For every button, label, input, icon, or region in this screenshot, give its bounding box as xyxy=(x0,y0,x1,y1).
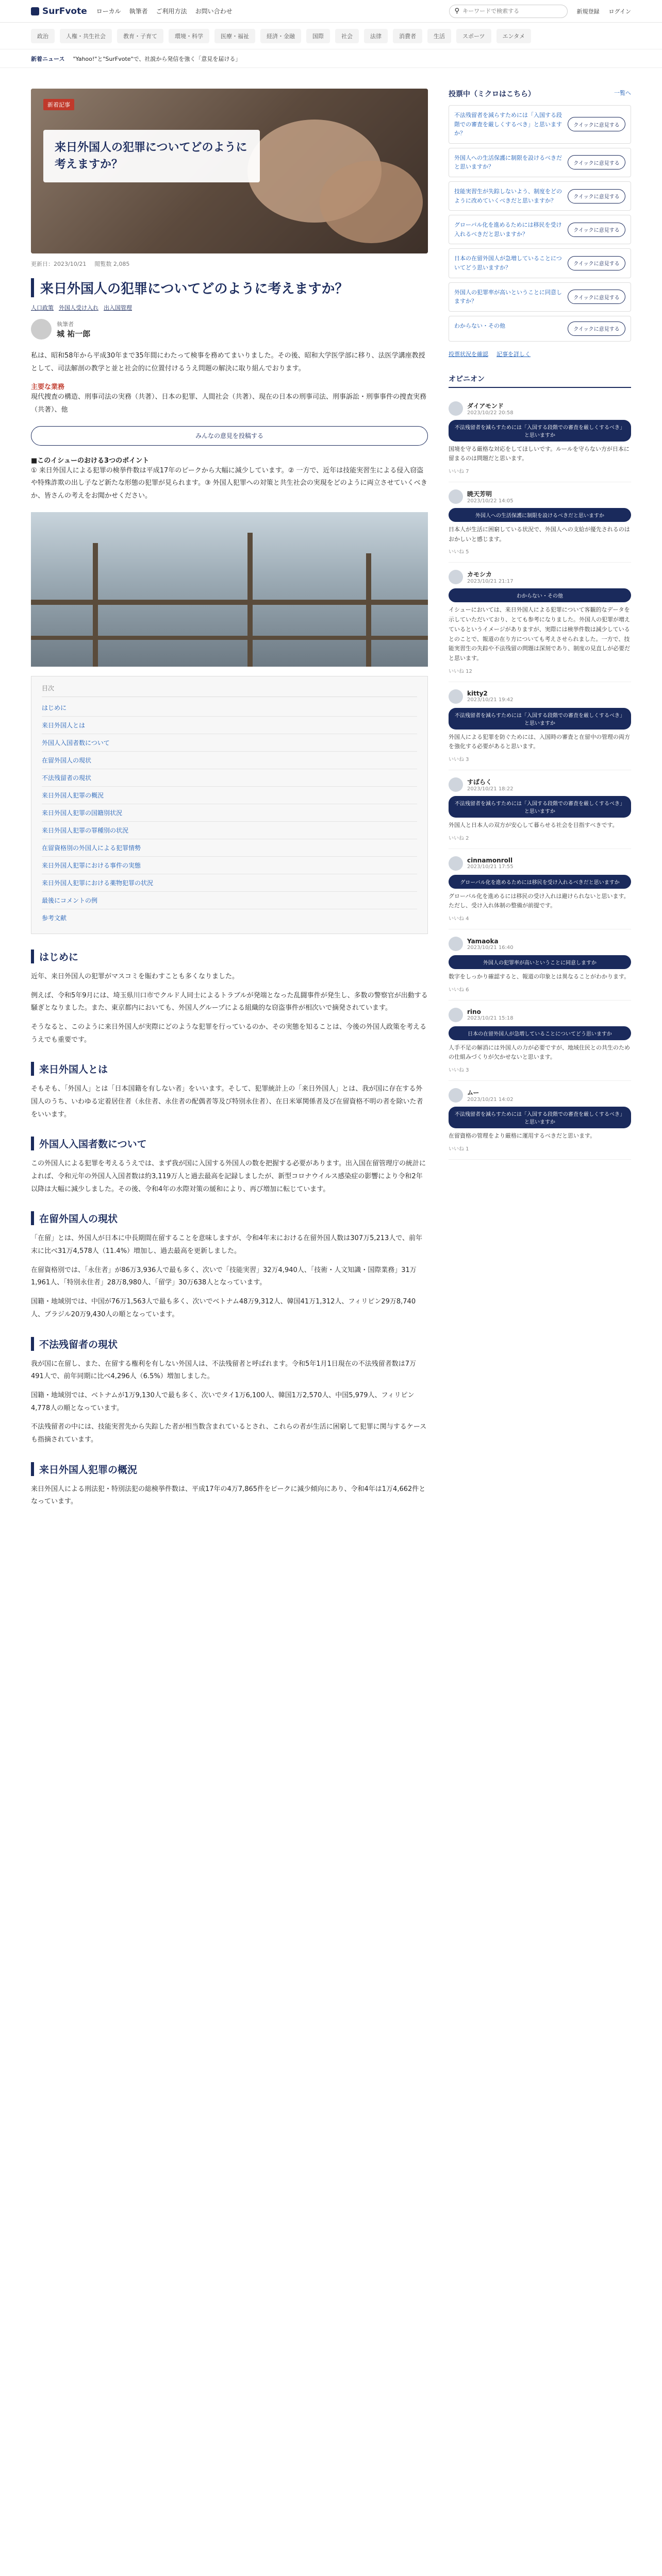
category-item[interactable]: 消費者 xyxy=(393,29,422,43)
question-text[interactable]: 日本の在留外国人が急増していることについてどう思いますか？ xyxy=(454,255,562,271)
news-label: 新着ニュース xyxy=(31,55,65,62)
opinion-card xyxy=(449,482,631,563)
category-item[interactable]: 医療・福祉 xyxy=(214,29,255,43)
search-input[interactable] xyxy=(462,8,555,14)
opinion-question-badge[interactable]: 外国人の犯罪率が高いということに同意しますか xyxy=(449,955,631,969)
opinion-date: 2023/10/21 17:55 xyxy=(467,864,514,870)
question-text[interactable]: 不法残留者を減らすためには「入国する段階での審査を厳しくするべき」と思いますか？ xyxy=(454,112,562,137)
like-button[interactable]: いいね 1 xyxy=(449,1146,469,1152)
paragraph: 国籍・地域別では、中国が76万1,563人で最も多く、次いでベトナム48万9,312人、韓国41万1,312人、フィリピン29万8,740人、ブラジル20万9,430人の順となっています。 xyxy=(31,1298,416,1318)
opinion-card xyxy=(449,563,631,682)
opinion-card xyxy=(449,929,631,1001)
tag-list xyxy=(31,303,428,312)
article-detail-link[interactable]: 記事を詳しく xyxy=(496,350,531,358)
opinion-text: 外国人による犯罪を防ぐためには、入国時の審査と在留中の管理の両方を強化する必要があると思います。 xyxy=(449,733,630,750)
toc-item[interactable]: 来日外国人犯罪における薬物犯罪の状況 xyxy=(42,874,417,892)
author-name: 城 祐一郎 xyxy=(57,329,91,338)
sidebar-links xyxy=(449,350,631,358)
vote-status-link[interactable]: 投票状況を確認 xyxy=(449,350,488,358)
opinion-question-badge[interactable]: 不法残留者を減らすためには「入国する段階での審査を厳しくするべき」と思いますか xyxy=(449,796,631,818)
avatar xyxy=(31,319,52,340)
opinion-date: 2023/10/21 21:17 xyxy=(467,579,514,585)
opinion-question-badge[interactable]: わからない・その他 xyxy=(449,588,631,602)
opinion-question-badge[interactable]: 日本の在留外国人が急増していることについてどう思いますか xyxy=(449,1026,631,1040)
news-text[interactable]: "Yahoo!"と"SurFvote"で、社説から発信を強く「意見を届ける」 xyxy=(73,55,241,62)
logo-text: SurFvote xyxy=(42,6,87,16)
opinion-username: rino xyxy=(467,1008,481,1016)
article-title: 来日外国人の犯罪についてどのように考えますか？ xyxy=(31,278,428,297)
toc-item[interactable]: はじめに xyxy=(42,699,417,717)
questions-title: 投票中（ミクロはこちら） xyxy=(449,90,535,98)
hero-title-box xyxy=(43,130,260,182)
like-button[interactable]: いいね 5 xyxy=(449,549,469,555)
avatar xyxy=(449,401,463,416)
paragraph: そうなると、このように来日外国人が実際にどのような犯罪を行っているのか、その実態を知ることは、今後の外国人政策を考えるうえでも重要です。 xyxy=(31,1023,427,1044)
hero-badge: 新着記事 xyxy=(43,99,74,110)
opinion-username: cinnamonroll xyxy=(467,857,513,865)
opinion-question-badge[interactable]: 外国人への生活保護に制限を設けるべきだと思いますか xyxy=(449,508,631,522)
category-item[interactable]: スポーツ xyxy=(456,29,491,43)
question-text[interactable]: わからない・その他 xyxy=(454,322,505,329)
paragraph: この外国人による犯罪を考えるうえでは、まず我が国に入国する外国人の数を把握する必要があります。出入国在留管理庁の統計によれば、令和元年の外国人入国者数は約3,119万人と過去最高を記録しましたが、新型コロナウイルス感染症の影響により令和2年以降は大幅に減少しました。その後、令和4年の水際対策の緩和により、再び増加に転じています。 xyxy=(31,1160,426,1193)
paragraph: 我が国に在留し、また、在留する権利を有しない外国人は、不法残留者と呼ばれます。令和5年1月1日現在の不法残留者数は7万491人で、前年同期に比べ4,296人（6.5%）増加しました。 xyxy=(31,1360,417,1381)
top-nav-item[interactable]: ローカル xyxy=(96,8,121,15)
points-label: ■このイシューのおける3つのポイント xyxy=(31,456,150,465)
questions-more-link[interactable]: 一覧へ xyxy=(614,90,631,96)
like-button[interactable]: いいね 3 xyxy=(449,1067,469,1074)
opinion-text: 外国人と日本人の双方が安心して暮らせる社会を目指すべきです。 xyxy=(449,821,618,828)
opinion-text: 人手不足の解消には外国人の力が必要ですが、地域住民との共生のための仕組みづくりが欠かせないと思います。 xyxy=(449,1044,630,1061)
section-heading: 来日外国人犯罪の概況 xyxy=(31,1462,428,1476)
like-button[interactable]: いいね 2 xyxy=(449,835,469,841)
question-text[interactable]: 技能実習生が失踪しないよう、制度をどのように改めていくべきだと思いますか？ xyxy=(454,188,562,204)
paragraph: 近年、来日外国人の犯罪がマスコミを賑わすことも多くなりました。 xyxy=(31,972,239,980)
main-column xyxy=(31,89,428,1515)
quick-opinion-button[interactable]: クイックに意見する xyxy=(568,155,625,170)
opinion-question-badge[interactable]: 不法残留者を減らすためには「入国する段階での審査を厳しくするべき」と思いますか xyxy=(449,708,631,730)
opinion-card xyxy=(449,394,631,482)
category-item[interactable]: 人権・共生社会 xyxy=(60,29,112,43)
opinion-user[interactable] xyxy=(449,856,631,871)
top-nav-item[interactable]: ご利用方法 xyxy=(156,8,187,15)
opinion-user[interactable] xyxy=(449,1088,631,1103)
opinion-text: 日本人が生活に困窮している状況で、外国人への支給が優先されるのはおかしいと感じます。 xyxy=(449,526,630,543)
paragraph: 国籍・地域別では、ベトナムが1万9,130人で最も多く、次いでタイ1万6,100人、韓国1万2,570人、中国5,979人、フィリピン4,778人の順となっています。 xyxy=(31,1391,415,1412)
opinion-user[interactable] xyxy=(449,570,631,584)
opinion-question-badge[interactable]: グローバル化を進めるためには移民を受け入れるべきだと思いますか xyxy=(449,875,631,889)
points-text: ① 来日外国人による犯罪の検挙件数は平成17年のピークから大幅に減少しています。② 一方で、近年は技能実習生による侵入窃盗や特殊詐欺の出し子など新たな形態の犯罪が見られます。③ 外国人犯罪への対策と共生社会の実現をどのように両立させていくべきか、皆さんの考えをお聞かせください。 xyxy=(31,466,427,500)
like-button[interactable]: いいね 4 xyxy=(449,916,469,922)
opinions-title: オピニオン xyxy=(449,374,631,388)
avatar xyxy=(449,1088,463,1103)
career-text: 現代捜査の構造、刑事司法の実務（共著）、日本の犯罪、人間社会（共著）、現在の日本の刑事司法、刑事訴訟・刑事事件の捜査実務（共著）、他 xyxy=(31,393,427,414)
quick-opinion-button[interactable]: クイックに意見する xyxy=(568,189,625,204)
question-item xyxy=(449,105,631,144)
paragraph: 不法残留者の中には、技能実習先から失踪した者が相当数含まれているとされ、これらの者が生活に困窮して犯罪に関与するケースも指摘されています。 xyxy=(31,1423,427,1444)
opinion-username: ムー xyxy=(467,1089,479,1097)
opinion-text: イシューにおいては、来日外国人による犯罪について客観的なデータを示していただいており、とても参考になりました。外国人の犯罪が増えているというイメージがありますが、実際には検挙件数は減少しているとのことで、報道の在り方についても考えさせられました。一方で、技能実習生の失踪や不法残留の問題は深刻であり、制度の見直しが必要だと思います。 xyxy=(449,606,630,662)
login-link[interactable]: ログイン xyxy=(608,8,631,15)
tag-item[interactable]: 外国人受け入れ xyxy=(59,304,98,311)
opinion-user[interactable] xyxy=(449,689,631,704)
avatar xyxy=(449,570,463,584)
question-item xyxy=(449,181,631,211)
opinion-card xyxy=(449,1001,631,1081)
category-item[interactable]: 法律 xyxy=(364,29,388,43)
tag-item[interactable]: 出入国管理 xyxy=(104,304,132,311)
opinion-text: グローバル化を進めるには移民の受け入れは避けられないと思います。ただし、受け入れ体制の整備が前提です。 xyxy=(449,892,630,909)
toc-item[interactable]: 来日外国人犯罪の概況 xyxy=(42,787,417,804)
hero-title: 来日外国人の犯罪についてどのように考えますか？ xyxy=(55,141,247,171)
category-item[interactable]: 国際 xyxy=(306,29,330,43)
opinion-username: Yamaoka xyxy=(467,937,499,945)
opinion-text: 国境を守る厳格な対応をしてほしいです。ルールを守らない方が日本に留まるのは問題だと思います。 xyxy=(449,445,630,462)
avatar xyxy=(449,689,463,704)
paragraph: 例えば、令和5年9月には、埼玉県川口市でクルド人同士によるトラブルが発端となった乱闘事件が発生し、多数の警察官が出動する騒ぎとなりました。また、東京都内においても、外国人グループによる組織的な窃盗事件が相次いで摘発されています。 xyxy=(31,991,428,1012)
category-item[interactable]: 教育・子育て xyxy=(117,29,163,43)
category-item[interactable]: 経済・金融 xyxy=(260,29,301,43)
question-item xyxy=(449,215,631,244)
tag-item[interactable]: 人口政策 xyxy=(31,304,54,311)
opinion-text: 在留資格の管理をより厳格に運用するべきだと思います。 xyxy=(449,1132,596,1140)
search-box[interactable] xyxy=(449,5,568,18)
opinion-user[interactable] xyxy=(449,777,631,792)
like-button[interactable]: いいね 6 xyxy=(449,987,469,993)
opinion-user[interactable] xyxy=(449,401,631,416)
opinion-date: 2023/10/21 18:22 xyxy=(467,786,514,792)
question-item xyxy=(449,282,631,312)
toc-item[interactable]: 来日外国人犯罪の国籍別状況 xyxy=(42,804,417,822)
question-text[interactable]: 外国人への生活保護に制限を設けるべきだと思いますか？ xyxy=(454,154,562,171)
opinion-card xyxy=(449,770,631,849)
signup-link[interactable]: 新規登録 xyxy=(576,8,600,15)
opinion-card xyxy=(449,849,631,929)
top-nav xyxy=(96,7,233,15)
question-text[interactable]: 外国人の犯罪率が高いということに同意しますか？ xyxy=(454,289,562,305)
sidebar xyxy=(449,89,631,1515)
meta-row xyxy=(31,260,428,268)
logo-mark-icon xyxy=(31,7,39,15)
like-button[interactable]: いいね 7 xyxy=(449,469,469,475)
opinion-question-badge[interactable]: 不法残留者を減らすためには「入国する段階での審査を厳しくするべき」と思いますか xyxy=(449,420,631,442)
opinion-date: 2023/10/21 16:40 xyxy=(467,944,514,951)
question-item xyxy=(449,148,631,177)
quick-opinion-button[interactable]: クイックに意見する xyxy=(568,256,625,270)
career-label: 主要な業務 xyxy=(31,383,65,392)
category-item[interactable]: 生活 xyxy=(427,29,451,43)
toc-item[interactable]: 不法残留者の現状 xyxy=(42,769,417,787)
section-heading: 来日外国人とは xyxy=(31,1062,428,1076)
quick-opinion-button[interactable]: クイックに意見する xyxy=(568,290,625,304)
opinion-date: 2023/10/21 15:18 xyxy=(467,1015,514,1022)
like-button[interactable]: いいね 3 xyxy=(449,756,469,762)
toc-item[interactable]: 外国人入国者数について xyxy=(42,734,417,752)
toc-item[interactable]: 在留外国人の現状 xyxy=(42,752,417,769)
opinion-user[interactable] xyxy=(449,489,631,504)
opinion-username: 暁天芳明 xyxy=(467,490,492,498)
opinion-question-badge[interactable]: 不法残留者を減らすためには「入国する段階での審査を厳しくするべき」と思いますか xyxy=(449,1107,631,1128)
construction-photo xyxy=(31,512,428,667)
table-of-contents xyxy=(31,676,428,934)
avatar xyxy=(449,856,463,871)
site-logo[interactable] xyxy=(31,6,87,16)
question-item xyxy=(449,248,631,278)
like-button[interactable]: いいね 12 xyxy=(449,668,472,674)
opinion-text: 数字をしっかり確認すると、報道の印象とは異なることがわかります。 xyxy=(449,973,630,980)
question-text[interactable]: グローバル化を進めるためには移民を受け入れるべきだと思いますか？ xyxy=(454,222,562,238)
opinion-card xyxy=(449,682,631,770)
opinion-user[interactable] xyxy=(449,1008,631,1022)
section-heading: 在留外国人の現状 xyxy=(31,1211,428,1225)
hero-image xyxy=(31,89,428,253)
toc-item[interactable]: 最後にコメントの例 xyxy=(42,892,417,909)
opinion-date: 2023/10/21 14:02 xyxy=(467,1097,514,1103)
opinion-username: kitty2 xyxy=(467,690,488,698)
quick-opinion-button[interactable]: クイックに意見する xyxy=(568,223,625,237)
paragraph: 在留資格別では、「永住者」が86万3,936人で最も多く、次いで「技能実習」32万4,940人、「技術・人文知識・国際業務」31万1,961人、「特別永住者」28万8,980人、「留学」30万638人となっています。 xyxy=(31,1266,417,1287)
opinion-list xyxy=(449,394,631,1160)
category-item[interactable]: 政治 xyxy=(31,29,55,43)
top-nav-item[interactable]: 執筆者 xyxy=(129,8,148,15)
category-item[interactable]: エンタメ xyxy=(496,29,532,43)
category-item[interactable]: 環境・科学 xyxy=(169,29,209,43)
paragraph: 来日外国人による刑法犯・特別法犯の総検挙件数は、平成17年の4万7,865件をピークに減少傾向にあり、令和4年は1万4,662件となっています。 xyxy=(31,1485,426,1506)
opinion-username: すばらく xyxy=(467,778,492,786)
paragraph: そもそも、「外国人」とは「日本国籍を有しない者」をいいます。そして、犯罪統計上の「来日外国人」とは、我が国に存在する外国人のうち、いわゆる定着居住者（永住者、永住者の配偶者等及び特別永住者）、在日米軍関係者及び在留資格不明の者を除いた者をいいます。 xyxy=(31,1085,423,1118)
avatar xyxy=(449,937,463,951)
top-nav-item[interactable]: お問い合わせ xyxy=(195,8,233,15)
quick-opinion-button[interactable]: クイックに意見する xyxy=(568,321,625,336)
section-heading: 外国人入国者数について xyxy=(31,1137,428,1150)
search-icon: ⚲ xyxy=(454,7,460,15)
news-bar xyxy=(0,49,662,68)
author-role: 執筆者 xyxy=(57,320,74,328)
post-opinion-button[interactable]: みんなの意見を投稿する xyxy=(31,426,428,446)
opinion-card xyxy=(449,1081,631,1160)
author-intro: 私は、昭和58年から平成30年まで35年間にわたって検事を務めてまいりました。その後、昭和大学医学部に移り、法医学講座教授として、司法解剖の教学と並と社会的に位置付けるうえ問題の解決に取り組んでおります。 xyxy=(31,352,425,372)
opinion-date: 2023/10/22 20:58 xyxy=(467,410,514,416)
toc-item[interactable]: 来日外国人犯罪における事件の実態 xyxy=(42,857,417,874)
opinion-date: 2023/10/22 14:05 xyxy=(467,498,514,504)
opinion-date: 2023/10/21 19:42 xyxy=(467,697,514,703)
avatar xyxy=(449,777,463,792)
updated-date: 更新日：2023/10/21 xyxy=(31,261,87,267)
avatar xyxy=(449,1008,463,1022)
toc-item[interactable]: 来日外国人犯罪の罪種別の状況 xyxy=(42,822,417,839)
section-heading: 不法残留者の現状 xyxy=(31,1337,428,1351)
toc-item[interactable]: 参考文献 xyxy=(42,914,67,922)
toc-item[interactable]: 在留資格別の外国人による犯罪情勢 xyxy=(42,839,417,857)
top-bar xyxy=(0,0,662,23)
opinion-username: ダイアモンド xyxy=(467,402,504,410)
question-item xyxy=(449,316,631,342)
section-heading: はじめに xyxy=(31,950,428,963)
category-item[interactable]: 社会 xyxy=(335,29,359,43)
questions-header xyxy=(449,89,631,99)
quick-opinion-button[interactable]: クイックに意見する xyxy=(568,117,625,131)
view-count: 閲覧数 2,085 xyxy=(94,261,130,267)
category-nav xyxy=(0,23,662,49)
author-block[interactable] xyxy=(31,319,428,340)
avatar xyxy=(449,489,463,504)
toc-item[interactable]: 来日外国人とは xyxy=(42,717,417,734)
opinion-username: カモシカ xyxy=(467,571,492,579)
toc-heading: 目次 xyxy=(42,684,417,697)
opinion-user[interactable] xyxy=(449,937,631,951)
paragraph: 「在留」とは、外国人が日本に中長期間在留することを意味しますが、令和4年末における在留外国人数は307万5,213人で、前年末に比べ31万4,578人（11.4%）増加し、過去最高を更新しました。 xyxy=(31,1234,423,1256)
